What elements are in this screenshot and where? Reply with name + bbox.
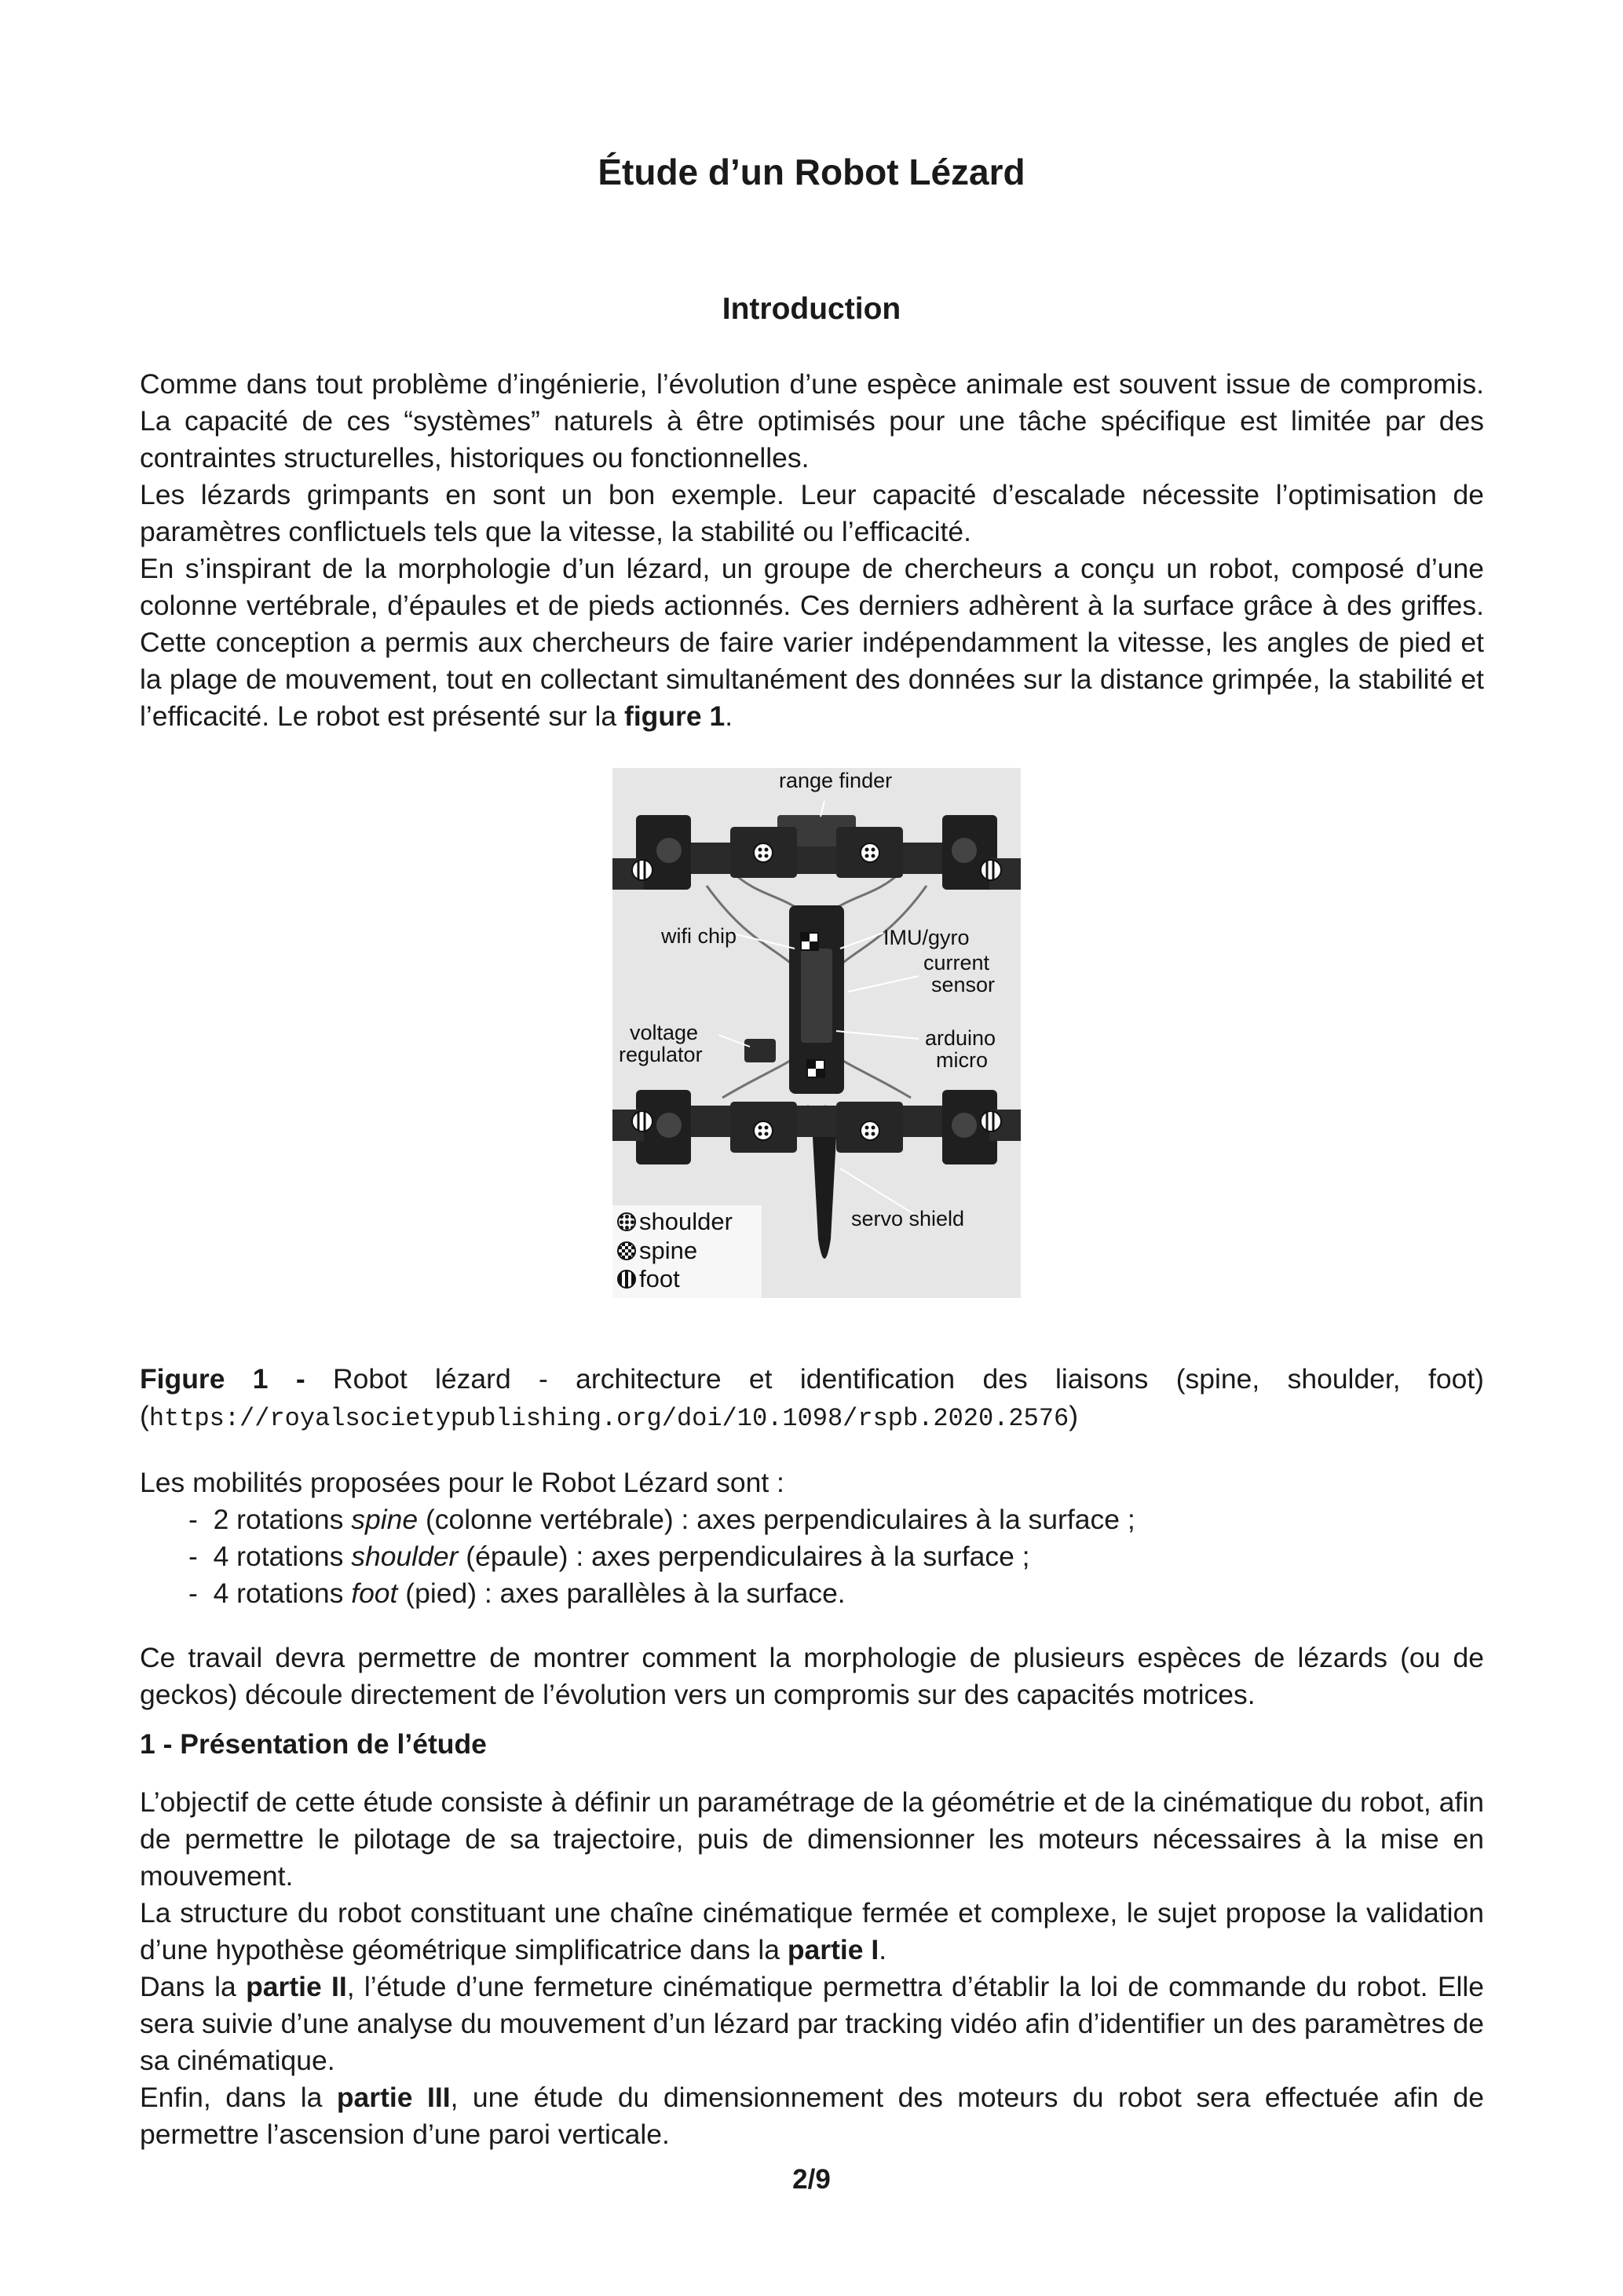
figure-reference: figure 1 xyxy=(624,700,726,732)
section-1-paragraph-1: L’objectif de cette étude consiste à définir un paramétrage de la géométrie et de la cinématique du robot, afin de permettre le pilotage de sa trajectoire, puis de dimensionner les moteurs nécessaires à la mise en mouvement. xyxy=(140,1786,1484,1892)
page-title: Étude d’un Robot Lézard xyxy=(598,152,1025,192)
list-dash: - xyxy=(188,1504,198,1535)
figure-caption xyxy=(140,1361,1484,1398)
paragraph-text: , une étude du dimensionnement des moteurs du robot sera effectuée afin de permettre l’ascension d’une paroi verticale. xyxy=(140,2082,1485,2150)
section-1-paragraph-3 xyxy=(140,1969,1484,2079)
caption-text: Robot lézard - architecture et identification des liaisons (spine, shoulder, foot) xyxy=(332,1363,1484,1395)
section-1-paragraph-4 xyxy=(140,2079,1484,2153)
introduction-heading: Introduction xyxy=(722,292,901,326)
list-item-text: (pied) : axes parallèles à la surface. xyxy=(397,1578,846,1609)
list-dash: - xyxy=(188,1578,198,1609)
intro-paragraph-3 xyxy=(140,550,1484,735)
source-link[interactable]: https://royalsocietypublishing.org/doi/10.1098/rspb.2020.2576 xyxy=(148,1404,1069,1433)
intro-paragraph-2: Les lézards grimpants en sont un bon exemple. Leur capacité d’escalade nécessite l’optimisation de paramètres conflictuels tels que la vitesse, la stabilité ou l’efficacité. xyxy=(140,479,1484,547)
label-imu-gyro: IMU/gyro xyxy=(883,926,970,949)
caption-paren-open: ( xyxy=(140,1400,149,1431)
list-item-text: 4 rotations xyxy=(213,1578,352,1609)
partie-ii-reference: partie II xyxy=(246,1971,347,2002)
mobilities-conclusion: Ce travail devra permettre de montrer comment la morphologie de plusieurs espèces de lézards (ou de geckos) découle directement de l’évolution vers un compromis sur des capacités motrices. xyxy=(140,1642,1484,1710)
paragraph-text: Enfin, dans la xyxy=(140,2082,337,2113)
label-sensor: sensor xyxy=(931,973,996,996)
foot-marker-icon xyxy=(617,1270,636,1289)
paragraph-text: . xyxy=(879,1934,887,1965)
section-1-heading: 1 - Présentation de l’étude xyxy=(140,1728,487,1760)
label-micro: micro xyxy=(936,1048,988,1072)
mobilities-list xyxy=(188,1501,1135,1612)
label-regulator: regulator xyxy=(619,1043,703,1066)
label-servo-shield: servo shield xyxy=(851,1207,965,1230)
partie-i-reference: partie I xyxy=(787,1934,879,1965)
legend-foot-label: foot xyxy=(639,1265,680,1292)
paragraph-text: La structure du robot constituant une chaîne cinématique fermée et complexe, le sujet propose la validation d’une hypothèse géométrique simplificatrice dans la xyxy=(140,1897,1484,1965)
legend-shoulder-label: shoulder xyxy=(639,1208,733,1235)
spine-marker-icon xyxy=(617,1241,636,1260)
caption-paren-close: ) xyxy=(1069,1400,1079,1431)
list-item xyxy=(188,1501,1135,1538)
list-item-text: 2 rotations xyxy=(213,1504,352,1535)
list-item-term: shoulder xyxy=(351,1541,459,1572)
legend-spine xyxy=(617,1238,697,1264)
intro-paragraph-3-end: . xyxy=(725,700,733,732)
list-item-term: foot xyxy=(351,1578,398,1609)
legend-shoulder xyxy=(617,1208,733,1235)
list-item-text: 4 rotations xyxy=(213,1541,352,1572)
page-number: 2/9 xyxy=(792,2164,831,2195)
robot-figure xyxy=(612,768,1021,1298)
legend-spine-label: spine xyxy=(639,1237,698,1264)
label-wifi-chip: wifi chip xyxy=(661,924,737,948)
paragraph-text: , l’étude d’une fermeture cinématique permettra d’établir la loi de commande du robot. Elle sera suivie d’une analyse du mouvement d’un lézard par tracking vidéo afin d’identifier un des paramètres de sa cinématique. xyxy=(140,1971,1485,2076)
label-current: current xyxy=(923,951,990,974)
shoulder-marker-icon xyxy=(617,1212,636,1231)
list-item xyxy=(188,1575,1135,1612)
label-arduino: arduino xyxy=(925,1026,996,1050)
label-range-finder: range finder xyxy=(779,769,893,792)
mobilities-intro: Les mobilités proposées pour le Robot Lézard sont : xyxy=(140,1467,784,1498)
paragraph-text: Dans la xyxy=(140,1971,247,2002)
partie-iii-reference: partie III xyxy=(336,2082,451,2113)
joint-legend xyxy=(612,1205,762,1298)
list-item xyxy=(188,1538,1135,1575)
list-item-term: spine xyxy=(351,1504,419,1535)
caption-source xyxy=(140,1398,1078,1437)
caption-prefix: Figure 1 - xyxy=(140,1363,333,1395)
list-dash: - xyxy=(188,1541,198,1572)
section-1-paragraph-2 xyxy=(140,1895,1484,1969)
label-voltage: voltage xyxy=(630,1021,699,1044)
list-item-text: (colonne vertébrale) : axes perpendiculaires à la surface ; xyxy=(418,1504,1135,1535)
intro-paragraph-1: Comme dans tout problème d’ingénierie, l’évolution d’une espèce animale est souvent issue de compromis. La capacité de ces “systèmes” naturels à être optimisés pour une tâche spécifique est limitée par des contraintes structurelles, historiques ou fonctionnelles. xyxy=(140,368,1484,473)
legend-foot xyxy=(617,1266,680,1292)
intro-paragraph-3-text: En s’inspirant de la morphologie d’un lézard, un groupe de chercheurs a conçu un robot, composé d’une colonne vertébrale, d’épaules et de pieds actionnés. Ces derniers adhèrent à la surface grâce à des griffes. Cette conception a permis aux chercheurs de faire varier indépendamment la vitesse, les angles de pied et la plage de mouvement, tout en collectant simultanément des données sur la distance grimpée, la stabilité et l’efficacité. Le robot est présenté sur la xyxy=(140,553,1484,732)
list-item-text: (épaule) : axes perpendiculaires à la surface ; xyxy=(458,1541,1030,1572)
